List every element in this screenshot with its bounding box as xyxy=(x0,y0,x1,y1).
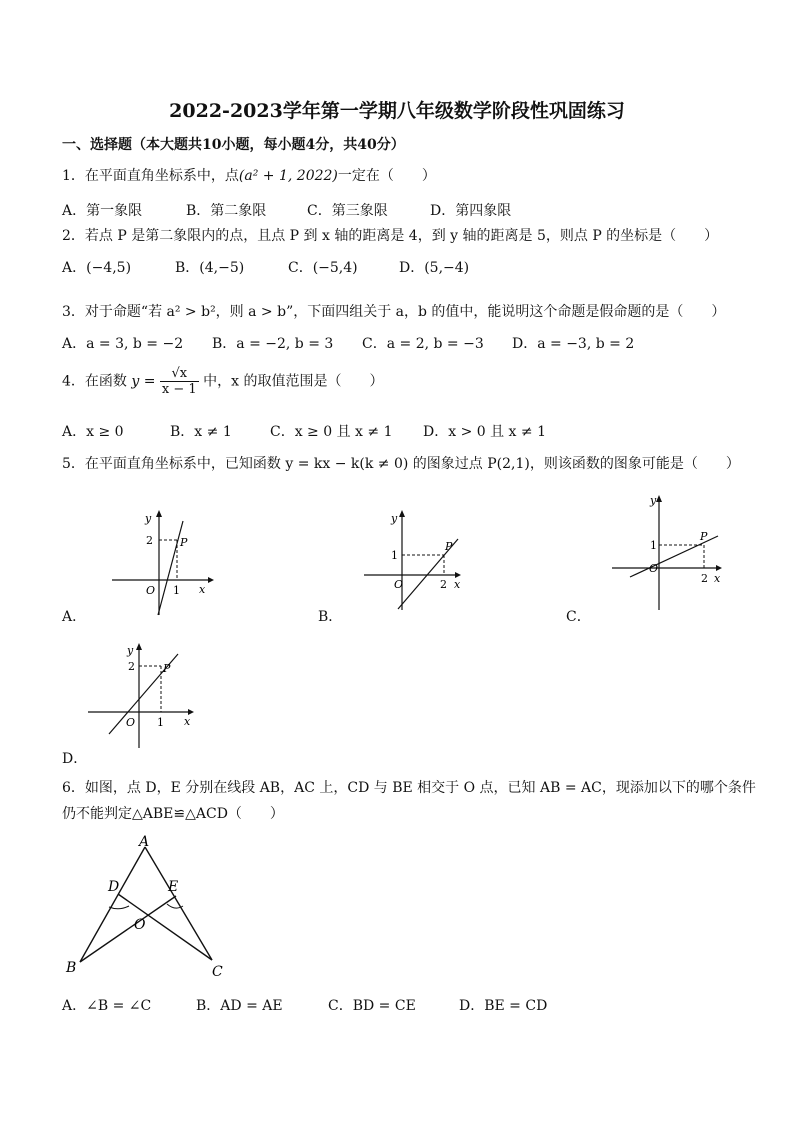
question-1-prefix: 1．在平面直角坐标系中，点 xyxy=(62,168,239,184)
page-title: 2022-2023学年第一学期八年级数学阶段性巩固练习 xyxy=(169,100,625,122)
q5-option-d-label: D． xyxy=(62,751,88,767)
x-axis-label: x xyxy=(199,583,206,596)
y-axis-label: y xyxy=(391,512,398,525)
vertex-label-b: B xyxy=(66,960,77,976)
q3-option-d: D．a = −3, b = 2 xyxy=(512,336,635,352)
question-4-prefix: 4．在函数 xyxy=(62,373,127,390)
question-3-stem: 3．对于命题“若 a² > b²，则 a > b”，下面四组关于 a，b 的值中，能说明这个命题是假命题的是（ ） xyxy=(62,304,726,320)
q5-option-c-label: C． xyxy=(566,609,591,625)
y-tick-label: 1 xyxy=(650,539,657,552)
question-4-suffix: 中，x 的取值范围是（ ） xyxy=(203,373,384,390)
origin-label: O xyxy=(126,716,136,729)
q6-option-b: B．AD = AE xyxy=(196,998,283,1014)
y-axis-arrow-icon xyxy=(656,495,662,502)
question-1-point: (a² + 1, 2022) xyxy=(238,168,338,184)
x-axis-label: x xyxy=(714,572,721,585)
q3-option-b: B．a = −2, b = 3 xyxy=(212,336,334,352)
question-6-stem-line-2: 仍不能判定△ABE≌△ACD（ ） xyxy=(62,806,284,822)
q1-option-d: D．第四象限 xyxy=(430,203,512,219)
q4-option-a: A．x ≥ 0 xyxy=(62,424,124,440)
q6-option-c: C．BD = CE xyxy=(328,998,416,1014)
vertex-label-a: A xyxy=(139,834,150,850)
q1-option-c: C．第三象限 xyxy=(307,203,388,219)
q5-graph-a xyxy=(108,505,218,620)
vertex-label-d: D xyxy=(108,879,120,895)
q5-option-b-label: B． xyxy=(318,609,343,625)
vertex-label-o: O xyxy=(134,917,146,933)
q5-graph-c xyxy=(610,490,730,615)
question-1-suffix: 一定在（ ） xyxy=(337,168,436,184)
point-label: P xyxy=(180,536,188,549)
y-tick-label: 2 xyxy=(146,534,153,547)
x-tick-label: 1 xyxy=(157,716,164,729)
question-4-function-lhs: y = xyxy=(131,373,156,390)
question-2-stem: 2．若点 P 是第二象限内的点，且点 P 到 x 轴的距离是 4，到 y 轴的距离是 5，则点 P 的坐标是（ ） xyxy=(62,228,719,244)
question-1-stem xyxy=(62,165,436,185)
q1-option-b: B．第二象限 xyxy=(186,203,267,219)
q2-option-c: C．(−5,4) xyxy=(288,260,358,276)
segment-ac xyxy=(145,847,212,960)
x-axis-label: x xyxy=(184,715,191,728)
origin-label: O xyxy=(146,584,156,597)
q2-option-b: B．(4,−5) xyxy=(175,260,245,276)
q3-option-c: C．a = 2, b = −3 xyxy=(362,336,484,352)
segment-ab xyxy=(80,847,145,962)
section-header: 一、选择题（本大题共10小题，每小题4分，共40分） xyxy=(62,137,405,153)
x-tick-label: 2 xyxy=(440,578,447,591)
q6-option-d: D．BE = CD xyxy=(459,998,548,1014)
y-axis-arrow-icon xyxy=(136,643,142,650)
q2-option-d: D．(5,−4) xyxy=(399,260,470,276)
y-tick-label: 2 xyxy=(128,660,135,673)
y-axis-label: y xyxy=(650,494,657,507)
q5-graph-d xyxy=(86,638,201,753)
q5-option-a-label: A． xyxy=(62,609,87,625)
question-4-fraction xyxy=(160,366,199,397)
origin-label: O xyxy=(394,578,404,591)
q4-option-b: B．x ≠ 1 xyxy=(170,424,232,440)
origin-label: O xyxy=(649,562,659,575)
vertex-label-c: C xyxy=(212,964,223,980)
x-axis-arrow-icon xyxy=(208,577,214,583)
x-tick-label: 1 xyxy=(173,584,180,597)
segment-be xyxy=(80,896,176,962)
x-axis-arrow-icon xyxy=(716,565,722,571)
y-axis-label: y xyxy=(127,644,134,657)
point-label: P xyxy=(700,530,708,543)
y-tick-label: 1 xyxy=(391,549,398,562)
q4-option-c: C．x ≥ 0 且 x ≠ 1 xyxy=(270,424,393,440)
question-6-stem-line-1: 6．如图，点 D，E 分别在线段 AB，AC 上，CD 与 BE 相交于 O 点，已知 AB = AC，现添加以下的哪个条件 xyxy=(62,780,756,796)
x-tick-label: 2 xyxy=(701,572,708,585)
point-label: P xyxy=(445,540,453,553)
q2-option-a: A．(−4,5) xyxy=(62,260,132,276)
q4-option-d: D．x > 0 且 x ≠ 1 xyxy=(423,424,546,440)
q5-graph-b xyxy=(362,505,467,615)
q1-option-a: A．第一象限 xyxy=(62,203,143,219)
vertex-label-e: E xyxy=(168,879,179,895)
fraction-numerator: √x xyxy=(160,366,199,382)
fraction-denominator: x − 1 xyxy=(161,382,197,397)
x-axis-label: x xyxy=(454,578,461,591)
question-4-stem xyxy=(62,366,384,397)
question-5-stem: 5．在平面直角坐标系中，已知函数 y = kx − k(k ≠ 0) 的图象过点 P(2,1)，则该函数的图象可能是（ ） xyxy=(62,456,740,472)
y-axis-arrow-icon xyxy=(156,510,162,517)
y-axis-arrow-icon xyxy=(399,510,405,517)
q6-option-a: A．∠B = ∠C xyxy=(62,998,152,1014)
q6-triangle-figure xyxy=(62,832,237,980)
q3-option-a: A．a = 3, b = −2 xyxy=(62,336,184,352)
y-axis-label: y xyxy=(145,512,152,525)
point-label: P xyxy=(163,662,171,675)
